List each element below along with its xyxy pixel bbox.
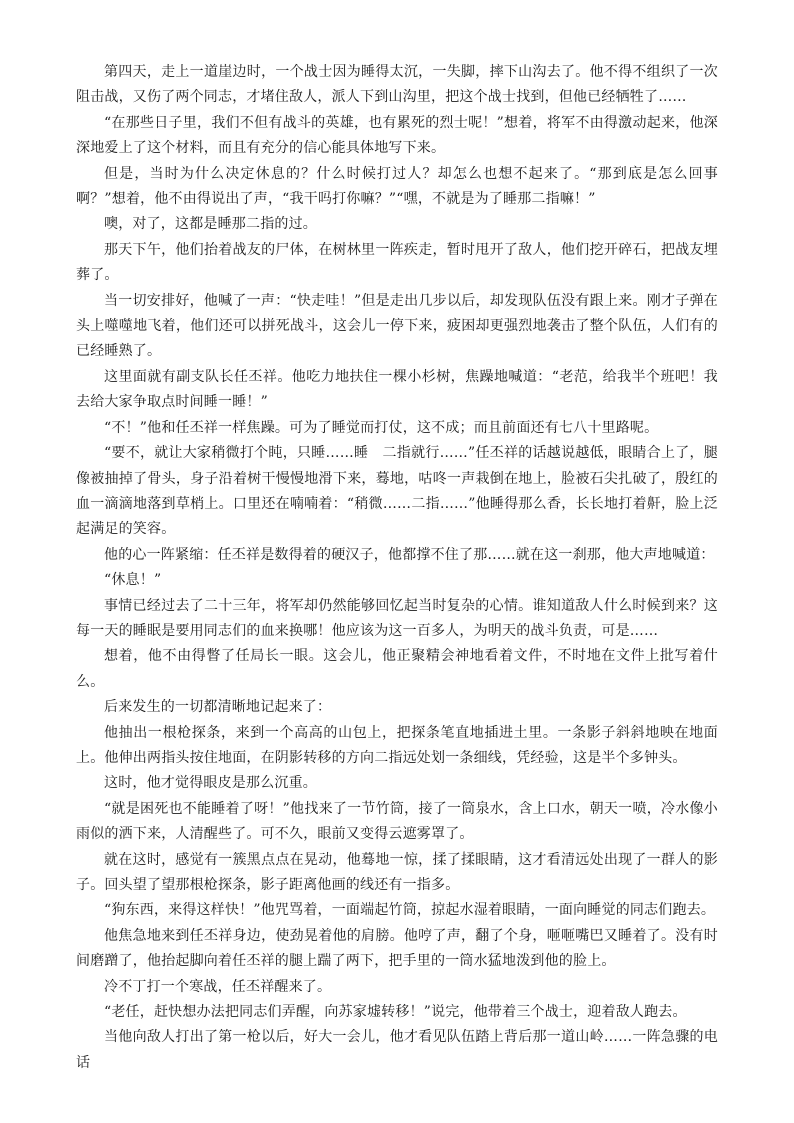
paragraph-7: 这里面就有副支队长任丕祥。他吃力地扶住一棵小杉树，焦躁地喊道：“老范，给我半个班吧！我去给大家争取点时间睡一睡！” bbox=[76, 368, 718, 411]
document-body bbox=[76, 60, 718, 1076]
paragraph-10: 他的心一阵紧缩：任丕祥是数得着的硬汉子，他都撑不住了那……就在这一刹那，他大声地喊道： bbox=[104, 546, 715, 563]
paragraph-20: 他焦急地来到任丕祥身边，使劲晃着他的肩膀。他哼了声，翻了个身，咂咂嘴巴又睡着了。没有时间磨蹭了，他抬起脚向着任丕祥的腿上踹了两下，把手里的一筒水猛地泼到他的脸上。 bbox=[76, 927, 718, 970]
paragraph-18: 就在这时，感觉有一簇黑点点在晃动，他蓦地一惊，揉了揉眼睛，这才看清远处出现了一群人的影子。回头望了望那根枪探条，影子距离他画的线还有一指多。 bbox=[76, 851, 718, 893]
paragraph-23: 当他向敌人打出了第一枪以后，好大一会儿，他才看见队伍踏上背后那一道山岭……一阵急骤的电话 bbox=[76, 1029, 718, 1071]
paragraph-1: 第四天，走上一道崖边时，一个战士因为睡得太沉，一失脚，摔下山沟去了。他不得不组织了一次阻击战，又伤了两个同志，才堵住敌人，派人下到山沟里，把这个战士找到，但他已经牺牲了…… bbox=[76, 64, 718, 106]
paragraph-13: 想着，他不由得瞥了任局长一眼。这会儿，他正聚精会神地看着文件，不时地在文件上批写着什么。 bbox=[76, 648, 718, 690]
paragraph-12: 事情已经过去了二十三年，将军却仍然能够回忆起当时复杂的心情。谁知道敌人什么时候到来？这每一天的睡眠是要用同志们的血来换哪！他应该为这一百多人，为明天的战斗负责，可是…… bbox=[76, 597, 718, 639]
paragraph-5: 那天下午，他们抬着战友的尸体，在树林里一阵疾走，暂时甩开了敌人，他们挖开碎石，把战友埋葬了。 bbox=[76, 241, 718, 284]
paragraph-19: “狗东西，来得这样快！”他咒骂着，一面端起竹筒，掠起水湿着眼睛，一面向睡觉的同志们跑去。 bbox=[104, 902, 716, 919]
paragraph-4: 噢，对了，这都是睡那二指的过。 bbox=[104, 216, 317, 233]
paragraph-21: 冷不丁打一个寒战，任丕祥醒来了。 bbox=[104, 978, 332, 995]
paragraph-16: 这时，他才觉得眼皮是那么沉重。 bbox=[104, 775, 317, 792]
paragraph-11: “休息！” bbox=[104, 572, 162, 589]
paragraph-17: “就是困死也不能睡着了呀！”他找来了一节竹筒，接了一筒泉水，含上口水，朝天一喷，冷水像小雨似的洒下来，人清醒些了。可不久，眼前又变得云遮雾罩了。 bbox=[76, 800, 718, 843]
paragraph-8: “不！”他和任丕祥一样焦躁。可为了睡觉而打仗，这不成；而且前面还有七八十里路呢。 bbox=[104, 419, 659, 436]
paragraph-22: “老任，赶快想办法把同志们弄醒，向苏家墟转移！”说完，他带着三个战士，迎着敌人跑去。 bbox=[104, 1004, 687, 1021]
paragraph-15: 他抽出一根枪探条，来到一个高高的山包上，把探条笔直地插进土里。一条影子斜斜地映在地面上。他伸出两指头按住地面，在阴影转移的方向二指远处划一条细线，凭经验，这是半个多钟头。 bbox=[76, 724, 718, 766]
paragraph-9: “要不，就让大家稍微打个盹，只睡……睡 二指就行……”任丕祥的话越说越低，眼睛合上了，腿像被抽掉了骨头，身子沿着树干慢慢地滑下来，蓦地，咕咚一声栽倒在地上，脸被石尖扎破了，殷红的血一滴滴地落到草梢上。口里还在喃喃着：“稍微……二指……”他睡得那么香，长长地打着鼾，脸上泛起满足的笑容。 bbox=[76, 445, 718, 538]
paragraph-3: 但是，当时为什么决定休息的？什么时候打过人？却怎么也想不起来了。“那到底是怎么回事啊？”想着，他不由得说出了声，“我干吗打你嘛？”“嘿，不就是为了睡那二指嘛！” bbox=[76, 165, 718, 208]
paragraph-2: “在那些日子里，我们不但有战斗的英雄，也有累死的烈士呢！”想着，将军不由得激动起来，他深深地爱上了这个材料，而且有充分的信心能具体地写下来。 bbox=[76, 114, 718, 157]
paragraph-6: 当一切安排好，他喊了一声：“快走哇！”但是走出几步以后，却发现队伍没有跟上来。刚才子弹在头上噬噬地飞着，他们还可以拼死战斗，这会儿一停下来，疲困却更强烈地袭击了整个队伍，人们有的已经睡熟了。 bbox=[76, 292, 718, 360]
paragraph-14: 后来发生的一切都清晰地记起来了： bbox=[104, 699, 332, 716]
